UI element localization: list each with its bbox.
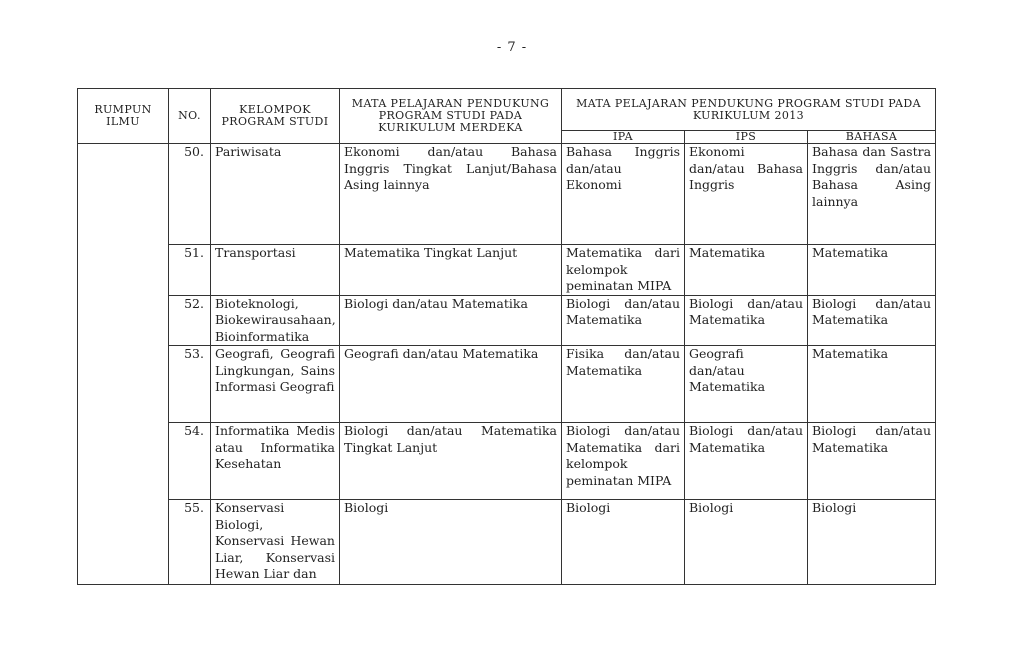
header-rumpun-ilmu: RUMPUN ILMU [78, 89, 169, 144]
ips-cell: Biologi [685, 500, 808, 585]
ipa-cell: Biologi [562, 500, 685, 585]
bahasa-cell: Bahasa dan Sastra Inggris dan/atau Bahasa Asing lainnya [808, 144, 936, 245]
merdeka-cell: Biologi [340, 500, 562, 585]
merdeka-cell: Ekonomi dan/atau Bahasa Inggris Tingkat Lanjut/Bahasa Asing lainnya [340, 144, 562, 245]
table-row [78, 144, 936, 245]
ips-cell: Ekonomi dan/atau Bahasa Inggris [685, 144, 808, 245]
kelompok-cell: Bioteknologi, Biokewirausahaan, Bioinformatika [211, 295, 340, 346]
kelompok-cell: Konservasi Biologi, Konservasi Hewan Liar, Konservasi Hewan Liar dan [211, 500, 340, 585]
bahasa-cell: Matematika [808, 245, 936, 296]
ips-cell: Geografi dan/atau Matematika [685, 346, 808, 423]
header-kurikulum-merdeka: MATA PELAJARAN PENDUKUNG PROGRAM STUDI PADA KURIKULUM MERDEKA [340, 89, 562, 144]
rumpun-ilmu-cell [78, 144, 169, 585]
table-row [78, 295, 936, 346]
table-row [78, 346, 936, 423]
kelompok-cell: Informatika Medis atau Informatika Kesehatan [211, 423, 340, 500]
bahasa-cell: Biologi dan/atau Matematika [808, 295, 936, 346]
ipa-cell: Matematika dari kelompok peminatan MIPA [562, 245, 685, 296]
merdeka-cell: Biologi dan/atau Matematika Tingkat Lanjut [340, 423, 562, 500]
header-kelompok-program-studi: KELOMPOK PROGRAM STUDI [211, 89, 340, 144]
page-number: - 7 - [496, 40, 528, 55]
ipa-cell: Bahasa Inggris dan/atau Ekonomi [562, 144, 685, 245]
ipa-cell: Fisika dan/atau Matematika [562, 346, 685, 423]
header-row [78, 89, 936, 131]
kelompok-cell: Pariwisata [211, 144, 340, 245]
merdeka-cell: Geografi dan/atau Matematika [340, 346, 562, 423]
header-no: NO. [169, 89, 211, 144]
table-row [78, 500, 936, 585]
curriculum-table [77, 88, 936, 585]
header-ips: IPS [685, 131, 808, 144]
row-number: 52. [169, 295, 211, 346]
header-kurikulum-2013: MATA PELAJARAN PENDUKUNG PROGRAM STUDI PADA KURIKULUM 2013 [562, 89, 936, 131]
ipa-cell: Biologi dan/atau Matematika [562, 295, 685, 346]
ips-cell: Biologi dan/atau Matematika [685, 423, 808, 500]
ips-cell: Matematika [685, 245, 808, 296]
kelompok-cell: Geografi, Geografi Lingkungan, Sains Informasi Geografi [211, 346, 340, 423]
row-number: 55. [169, 500, 211, 585]
table-row [78, 423, 936, 500]
row-number: 51. [169, 245, 211, 296]
row-number: 50. [169, 144, 211, 245]
ips-cell: Biologi dan/atau Matematika [685, 295, 808, 346]
header-ipa: IPA [562, 131, 685, 144]
row-number: 53. [169, 346, 211, 423]
kelompok-cell: Transportasi [211, 245, 340, 296]
merdeka-cell: Matematika Tingkat Lanjut [340, 245, 562, 296]
bahasa-cell: Matematika [808, 346, 936, 423]
ipa-cell: Biologi dan/atau Matematika dari kelompok peminatan MIPA [562, 423, 685, 500]
table-row [78, 245, 936, 296]
header-bahasa: BAHASA [808, 131, 936, 144]
bahasa-cell: Biologi [808, 500, 936, 585]
bahasa-cell: Biologi dan/atau Matematika [808, 423, 936, 500]
row-number: 54. [169, 423, 211, 500]
merdeka-cell: Biologi dan/atau Matematika [340, 295, 562, 346]
